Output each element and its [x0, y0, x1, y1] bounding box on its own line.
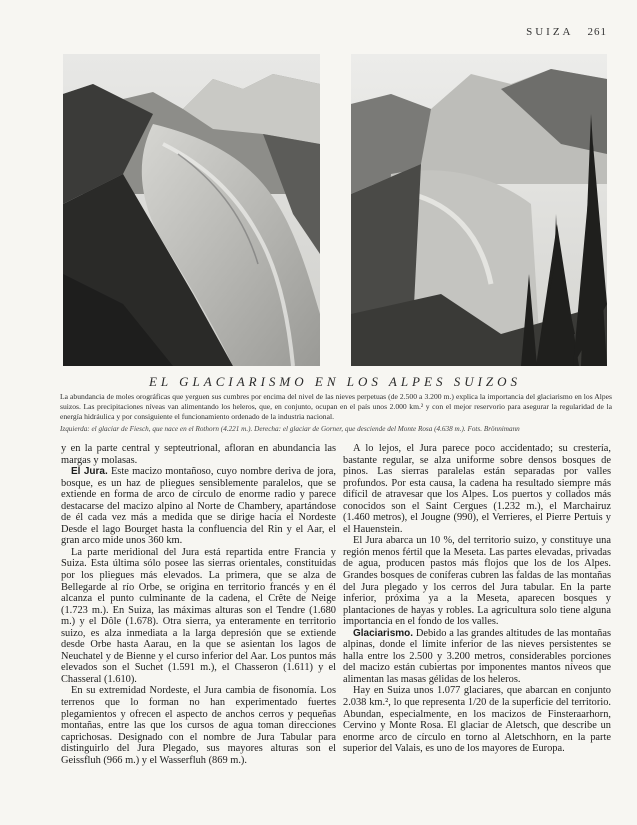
paragraph: A lo lejos, el Jura parece poco accidentado; su crestería, bastante regular, se alza uniforme sobre densos bosques de pinos. Las sierras paralelas están separadas por valles profundos. Por esta causa, la cadena ha resultado siempre más difícil de atravesar que los Alpes. Los puertos y collados más conocidos son el Saint Cergues (1.232 m.), el Marchairuz (1.460 metros), el Jougne (990), el Verrieres, el Pierre Pertuis y el Hauenstein. [343, 443, 611, 535]
paragraph: En su extremidad Nordeste, el Jura cambia de fisonomía. Los terrenos que lo forman no han experimentado fuertes plegamientos y ofrecen el aspecto de anchos cerros y pequeñas montañas, entre las que los cursos de agua toman direcciones caprichosas. Designado con el nombre de Jura Tabular para distinguirlo del Jura Plegado, sus mayores alturas son el Geissfluh (966 m.) y el Wasserfluh (869 m.). [61, 685, 336, 766]
photo-caption: La abundancia de moles orográficas que yerguen sus cumbres por encima del nivel de las nieves perpetuas (de 2.500 a 3.200 m.) explica la importancia del glaciarismo en los Alpes suizos. Las precipitaciones níveas van alimentando los heleros, que, en conjunto, ocupan en el país unos 2.000 km.² y con el mejor reservorio para asegurar la regularidad de la energía hidráulica y por consiguiente el funcionamiento ordenado de la industria nacional. [60, 392, 612, 421]
section-heading-glaciarismo: Glaciarismo. [353, 627, 414, 639]
paragraph: Hay en Suiza unos 1.077 glaciares, que abarcan en conjunto 2.038 km.², lo que representa 1/20 de la superficie del territorio. Abundan, especialmente, en los macizos de Finsteraarhorn, Cervino y Monte Rosa. El glaciar de Aletsch, que describe un enorme arco de círculo en torno al Aletschhorn, en la parte superior del Valais, es uno de los mayores de Europa. [343, 685, 611, 755]
photo-fiesch-glacier [63, 54, 320, 366]
paragraph: La parte meridional del Jura está repartida entre Francia y Suiza. Esta última sólo posee las sierras orientales, constituidas por los pliegues más elevados. La primera, que se alza de Bellegarde al río Orbe, se origina en territorio francés y en él alcanza el punto culminante de la cadena, el Crête de Neige (1.723 m.). En Suiza, las máximas alturas son el Tendre (1.680 m.) y el Dôle (1.678). Otra sierra, ya enteramente en territorio suizo, es alza inmediata a la larga depresión que se extiende desde Orbe hasta Aarau, en la que se asientan los lagos de Neuchatel y de Bienne y el curso inferior del Aar. Los puntos más elevados son el Suchet (1.591 m.), el Chasseron (1.611) y el Chasseral (1.610). [61, 546, 336, 685]
section-heading-jura: El Jura. [71, 466, 108, 478]
right-column [343, 443, 611, 755]
photo-gorner-glacier [351, 54, 607, 366]
photo-credits: Izquierda: el glaciar de Fiesch, que nace en el Rothorn (4.221 m.). Derecha: el glaciar de Gorner, que desciende del Monte Rosa (4.638 m.). Fots. Brönnimann [60, 425, 520, 433]
paragraph-jura: El Jura. Este macizo montañoso, cuyo nombre deriva de jora, bosque, es un haz de pliegues sensiblemente paralelos, que se extiende en forma de arco de círculo de enorme radio y parece destacarse del macizo alpino al Norte de Chambery, apartándose de él cada vez más a medida que se dirige hacia el Nordeste Desde el lago Bourget hasta la confluencia del Rin y el Aar, el gran arco mide unos 360 km. [61, 466, 336, 547]
running-title: SUIZA [526, 26, 574, 38]
paragraph: y en la parte central y septeutrional, afloran en abundancia las margas y molasas. [61, 443, 336, 466]
running-header [526, 26, 607, 38]
page-number: 261 [587, 26, 607, 38]
section-title: EL GLACIARISMO EN LOS ALPES SUIZOS [148, 374, 522, 389]
paragraph: El Jura abarca un 10 %, del territorio suizo, y constituye una región menos fértil que la Meseta. Las partes elevadas, privadas de agua, producen pastos más flojos que los de los Alpes. Grandes bosques de coníferas cubren las faldas de las montañas del Jura plegado y los cerros del Jura tabular. En la parte inferior, próxima ya a la Meseta, aparecen bosques y plantaciones de hayas y robles. La agricultura solo tiene alguna importancia en el fondo de los valles. [343, 535, 611, 628]
left-column [61, 443, 336, 766]
paragraph-glaciarismo: Glaciarismo. Debido a las grandes altitudes de las montañas alpinas, donde el límite inferior de las nieves persistentes se halla entre los 2.500 y 3.200 metros, considerables porciones del macizo están cubiertas por imponentes mantos níveos que alimentan las masas gélidas de los heleros. [343, 627, 611, 685]
